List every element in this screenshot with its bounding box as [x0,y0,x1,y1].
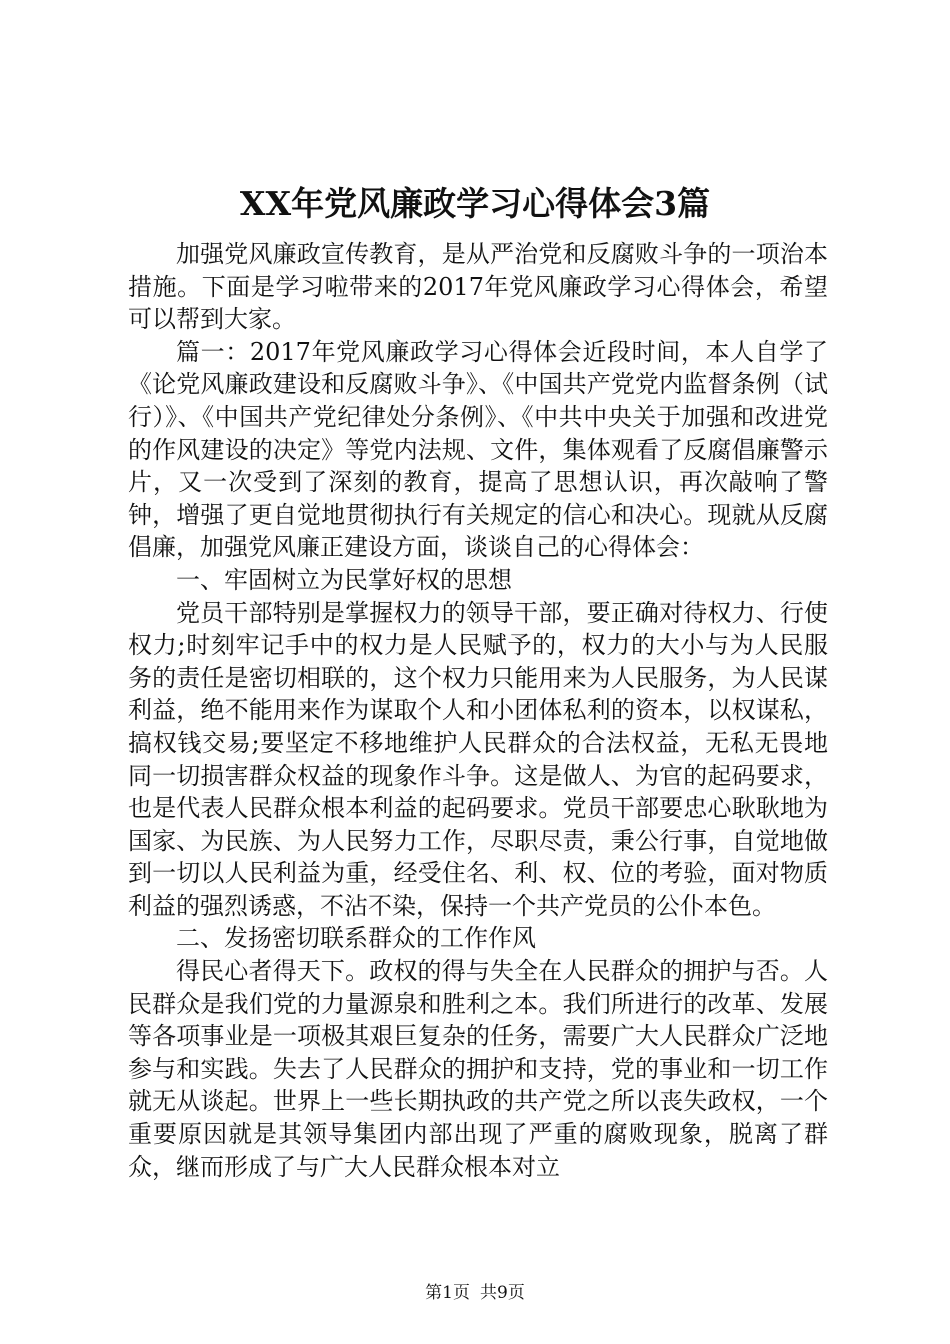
paragraph-intro: 加强党风廉政宣传教育，是从严治党和反腐败斗争的一项治本措施。下面是学习啦带来的2017年党风廉政学习心得体会，希望可以帮到大家。 [128,240,828,334]
paragraph-power: 党员干部特别是掌握权力的领导干部，要正确对待权力、行使权力;时刻牢记手中的权力是人民赋予的，权力的大小与为人民服务的责任是密切相联的，这个权力只能用来为人民服务，为人民谋利益，绝不能用来作为谋取个人和小团体私利的资本，以权谋私，搞权钱交易;要坚定不移地维护人民群众的合法权益，无私无畏地同一切损害群众权益的现象作斗争。这是做人、为官的起码要求，也是代表人民群众根本利益的起码要求。党员干部要忠心耿耿地为国家、为民族、为人民努力工作，尽职尽责，秉公行事，自觉地做到一切以人民利益为重，经受住名、利、权、位的考验，面对物质利益的强烈诱惑，不沾不染，保持一个共产党员的公仆本色。 [128,598,828,920]
page-total: 共9页 [480,1283,525,1303]
document-body [128,238,828,1183]
page-number: 第1页 [425,1283,470,1303]
document-title: XX年党风廉政学习心得体会3篇 [239,184,711,223]
page-footer [0,1281,950,1305]
section-heading-two: 二、发扬密切联系群众的工作作风 [176,924,536,953]
section-heading-one: 一、牢固树立为民掌好权的思想 [176,565,512,594]
paragraph-part-one: 篇一：2017年党风廉政学习心得体会近段时间，本人自学了《论党风廉政建设和反腐败斗争》、《中国共产党党内监督条例（试行）》、《中国共产党纪律处分条例》、《中共中央关于加强和改进党的作风建设的决定》等党内法规、文件，集体观看了反腐倡廉警示片，又一次受到了深刻的教育，提高了思想认识，再次敲响了警钟，增强了更自觉地贯彻执行有关规定的信心和决心。现就从反腐倡廉，加强党风廉正建设方面，谈谈自己的心得体会： [128,337,828,562]
paragraph-masses: 得民心者得天下。政权的得与失全在人民群众的拥护与否。人民群众是我们党的力量源泉和胜利之本。我们所进行的改革、发展等各项事业是一项极其艰巨复杂的任务，需要广大人民群众广泛地参与和实践。失去了人民群众的拥护和支持，党的事业和一切工作就无从谈起。世界上一些长期执政的共产党之所以丧失政权，一个重要原因就是其领导集团内部出现了严重的腐败现象，脱离了群众，继而形成了与广大人民群众根本对立 [128,957,828,1181]
